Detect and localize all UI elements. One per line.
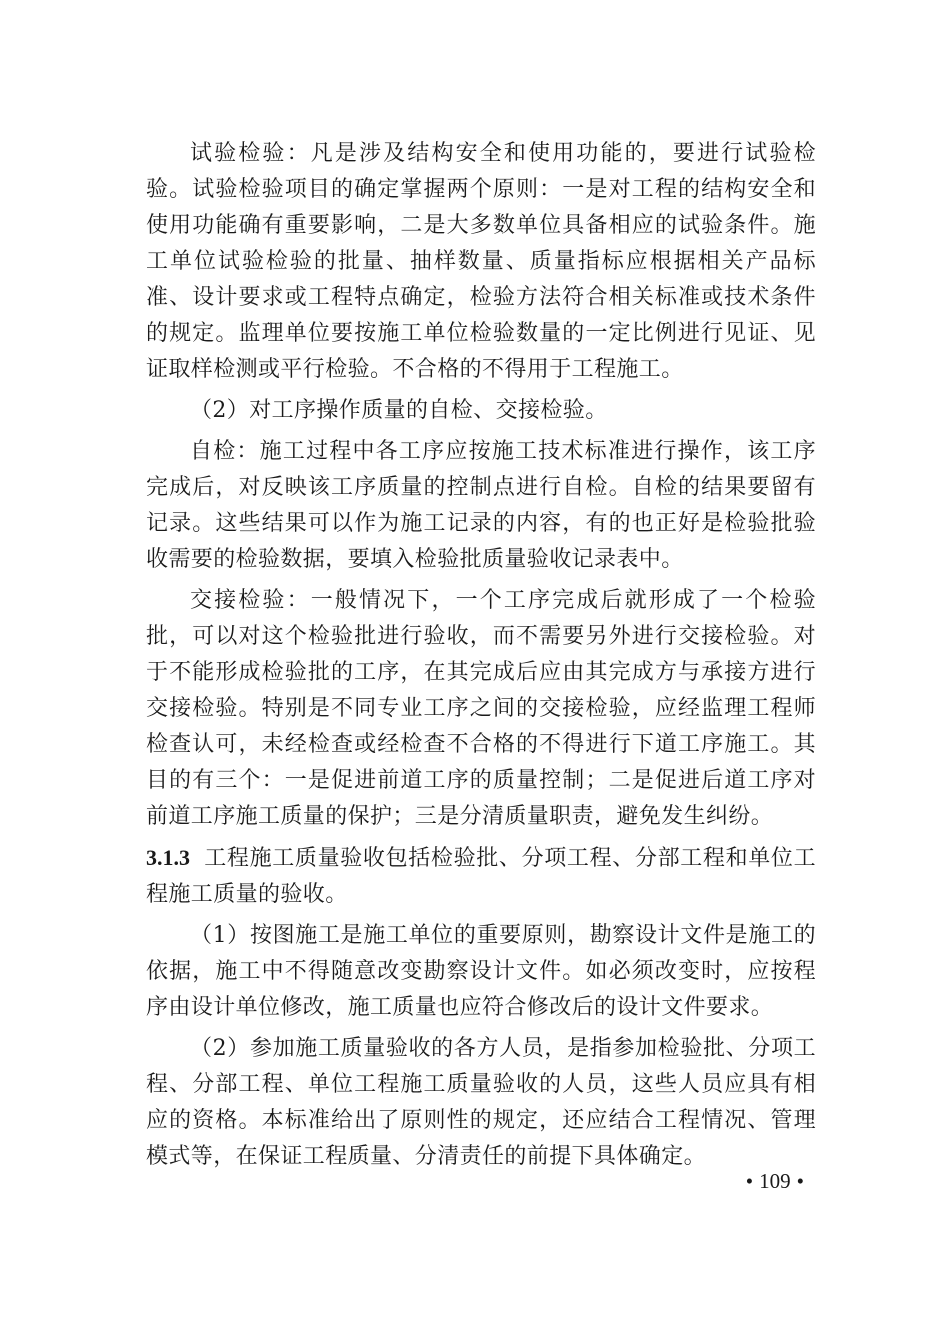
paragraph-test-inspection: 试验检验：凡是涉及结构安全和使用功能的，要进行试验检验。试验检验项目的确定掌握两个原则：一是对工程的结构安全和使用功能确有重要影响，二是大多数单位具备相应的试验条件。施工单位试验检验的批量、抽样数量、质量指标应根据相关产品标准、设计要求或工程特点确定，检验方法符合相关标准或技术条件的规定。监理单位要按施工单位检验数量的一定比例进行见证、见证取样检测或平行检验。不合格的不得用于工程施工。 (146, 141, 816, 382)
body-text (146, 136, 816, 1175)
paragraph-self-check: 自检：施工过程中各工序应按施工技术标准进行操作，该工序完成后，对反映该工序质量的控制点进行自检。自检的结果要留有记录。这些结果可以作为施工记录的内容，有的也正好是检验批验收需要的检验数据，要填入检验批质量验收记录表中。 (146, 439, 816, 572)
page-number-left-dot: • (745, 1169, 754, 1193)
clause-3-1-3 (146, 840, 816, 913)
page-number-value: 109 (759, 1169, 791, 1193)
paragraph-acceptance-personnel: （2）参加施工质量验收的各方人员，是指参加检验批、分项工程、分部工程、单位工程施工质量验收的人员，这些人员应具有相应的资格。本标准给出了原则性的规定，还应结合工程情况、管理模式等，在保证工程质量、分清责任的前提下具体确定。 (146, 1036, 816, 1169)
paragraph-process-self-check-heading: （2）对工序操作质量的自检、交接检验。 (190, 398, 608, 423)
clause-text: 工程施工质量验收包括检验批、分项工程、分部工程和单位工程施工质量的验收。 (146, 846, 816, 907)
clause-number: 3.1.3 (146, 845, 190, 870)
page-number-right-dot: • (796, 1169, 804, 1193)
paragraph-handover-inspection: 交接检验：一般情况下，一个工序完成后就形成了一个检验批，可以对这个检验批进行验收，而不需要另外进行交接检验。对于不能形成检验批的工序，在其完成后应由其完成方与承接方进行交接检验。特别是不同专业工序之间的交接检验，应经监理工程师检查认可，未经检查或经检查不合格的不得进行下道工序施工。其目的有三个：一是促进前道工序的质量控制；二是促进后道工序对前道工序施工质量的保护；三是分清质量职责，避免发生纠纷。 (146, 588, 816, 829)
page-number (700, 1166, 810, 1196)
paragraph-build-per-drawings: （1）按图施工是施工单位的重要原则，勘察设计文件是施工的依据，施工中不得随意改变勘察设计文件。如必须改变时，应按程序由设计单位修改，施工质量也应符合修改后的设计文件要求。 (146, 923, 816, 1020)
